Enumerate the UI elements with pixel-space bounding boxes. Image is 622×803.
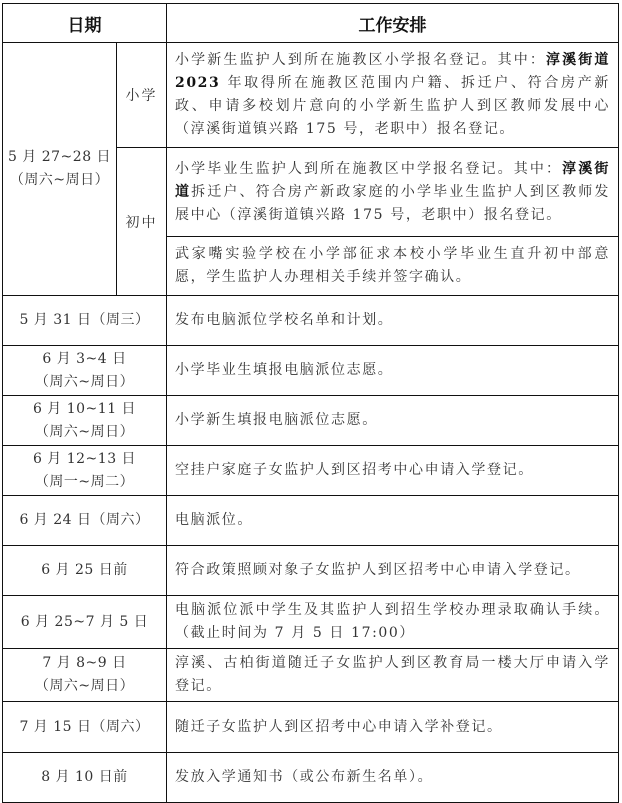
- date-column-header: 日期: [3, 4, 167, 43]
- header-row: [3, 4, 619, 43]
- level-cell-primary: 小学: [117, 43, 167, 148]
- date-line: 6 月 24 日（周六）: [19, 512, 150, 528]
- date-line: 5 月 27~28 日: [7, 149, 112, 165]
- date-cell: [3, 396, 167, 446]
- date-line: 7 月 15 日（周六）: [19, 718, 150, 735]
- table-row: [3, 43, 619, 148]
- weekday-line: （周六~周日）: [9, 172, 110, 188]
- work-text: 拆迁户、符合房产新政家庭的小学毕业生监护人到区教师发展中心（淳溪街道镇兴路 175 号，老职中）报名登记。: [175, 183, 610, 223]
- table-row: [3, 496, 619, 546]
- work-emphasis: 淳溪街道 2023: [175, 52, 610, 91]
- work-cell: 发放入学通知书（或公布新生名单）。: [167, 753, 619, 803]
- date-line: 6 月 25~7 月 5 日: [20, 613, 149, 630]
- date-line: 6 月 25 日前: [41, 562, 128, 578]
- level-cell-middle: 初中: [117, 148, 167, 296]
- table-row: [3, 346, 619, 396]
- date-cell: [3, 596, 167, 649]
- table-row: [3, 296, 619, 346]
- weekday-line: （周六~周日）: [34, 423, 135, 440]
- enrollment-schedule-table: [2, 3, 619, 803]
- date-cell: [3, 496, 167, 546]
- work-text: 年取得所在施教区范围内户籍、拆迁户、符合房产新政、申请多校划片意向的小学新生监护人到区教师发展中心（淳溪街道镇兴路 175 号，老职中）报名登记。: [175, 75, 610, 137]
- date-cell: [3, 296, 167, 346]
- work-cell: 小学新生填报电脑派位志愿。: [167, 396, 619, 446]
- weekday-line: （周一~周二）: [34, 473, 135, 490]
- date-cell: [3, 753, 167, 803]
- date-line: 5 月 31 日（周三）: [19, 312, 150, 328]
- table-row: [3, 396, 619, 446]
- date-line: 6 月 3~4 日: [42, 350, 127, 367]
- table-row: [3, 446, 619, 496]
- weekday-line: （周六~周日）: [34, 678, 135, 694]
- date-cell: [3, 702, 167, 753]
- date-cell: [3, 43, 117, 296]
- work-cell: [167, 148, 619, 237]
- work-text: 小学毕业生监护人到所在施教区中学报名登记。其中：: [175, 160, 563, 177]
- work-cell: 淳溪、古柏街道随迁子女监护人到区教育局一楼大厅申请入学登记。: [167, 649, 619, 702]
- work-cell: 小学毕业生填报电脑派位志愿。: [167, 346, 619, 396]
- date-cell: [3, 546, 167, 596]
- table-row: [3, 702, 619, 753]
- date-line: 8 月 10 日前: [41, 769, 128, 785]
- work-column-header: 工作安排: [167, 4, 619, 43]
- date-line: 7 月 8~9 日: [42, 655, 127, 671]
- table-row: [3, 753, 619, 803]
- work-cell: 符合政策照顾对象子女监护人到区招考中心申请入学登记。: [167, 546, 619, 596]
- weekday-line: （周六~周日）: [34, 373, 135, 390]
- table-row: [3, 596, 619, 649]
- table-row: [3, 649, 619, 702]
- date-line: 6 月 12~13 日: [32, 450, 137, 467]
- date-cell: [3, 346, 167, 396]
- work-cell: 武家嘴实验学校在小学部征求本校小学毕业生直升初中部意愿，学生监护人办理相关手续并签字确认。: [167, 237, 619, 296]
- work-cell: 电脑派位。: [167, 496, 619, 546]
- date-line: 6 月 10~11 日: [32, 400, 137, 417]
- date-cell: [3, 446, 167, 496]
- work-cell: [167, 43, 619, 148]
- date-cell: [3, 649, 167, 702]
- work-cell: 空挂户家庭子女监护人到区招考中心申请入学登记。: [167, 446, 619, 496]
- work-cell: 电脑派位派中学生及其监护人到招生学校办理录取确认手续。（截止时间为 7 月 5 日 17:00）: [167, 596, 619, 649]
- work-cell: 发布电脑派位学校名单和计划。: [167, 296, 619, 346]
- work-cell: 随迁子女监护人到区招考中心申请入学补登记。: [167, 702, 619, 753]
- work-emphasis: 淳溪街道: [175, 160, 610, 200]
- table-row: [3, 546, 619, 596]
- work-text: 小学新生监护人到所在施教区小学报名登记。其中：: [175, 52, 546, 68]
